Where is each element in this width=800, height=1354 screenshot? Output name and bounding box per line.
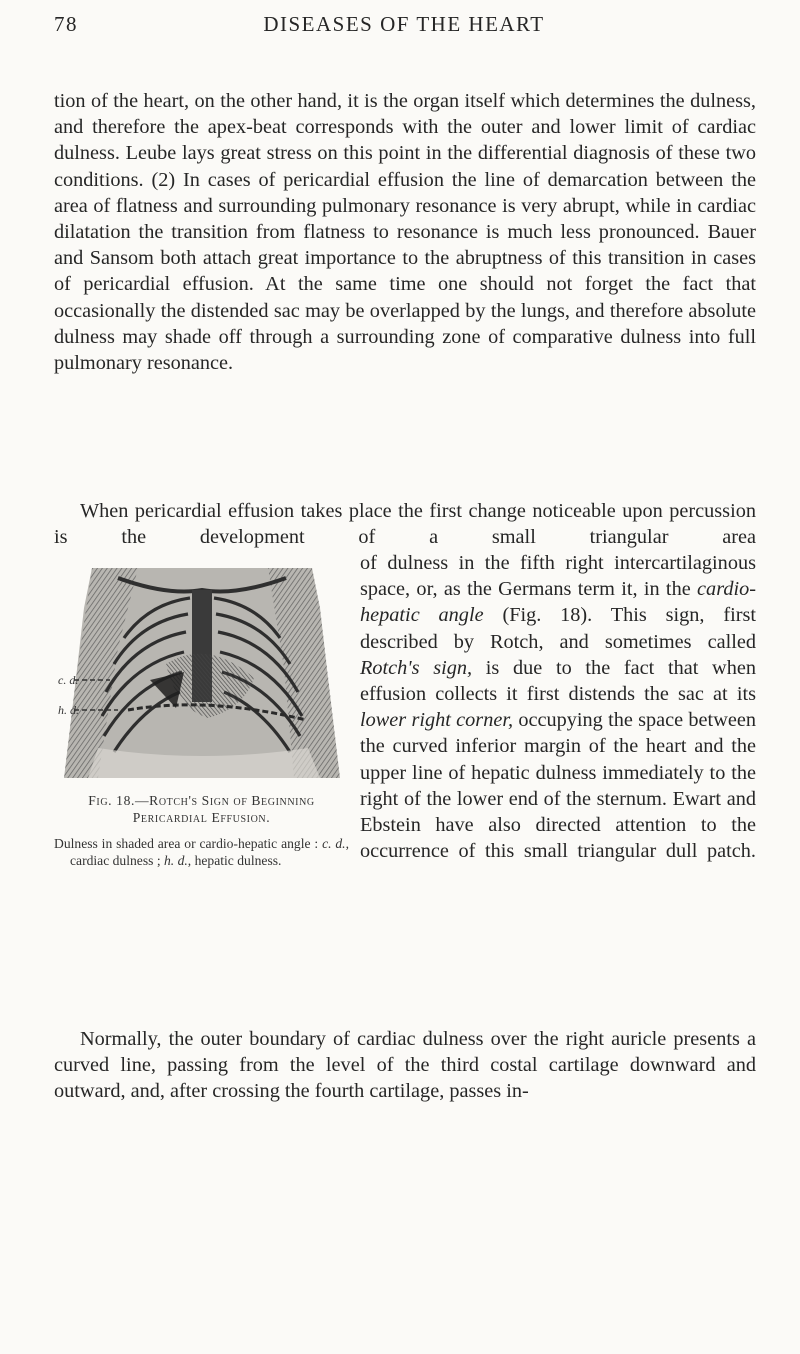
paragraph-bottom <box>54 1026 756 1105</box>
caption-desc-hd: h. d. <box>164 853 188 868</box>
figure-caption <box>54 792 349 869</box>
page-number: 78 <box>54 12 78 36</box>
right-italic-3: lower right corner, <box>360 709 514 732</box>
right-text-1: of dulness in the fifth right intercartilaginous space, or, as the Germans term it, in the <box>360 552 756 601</box>
caption-desc-b: , cardiac dulness ; <box>70 836 349 868</box>
right-text-3: is due to the fact that when effusion collects it first distends the sac at its <box>360 656 756 706</box>
figure-rotch-sign <box>58 568 346 778</box>
running-title: DISEASES OF THE HEART <box>263 12 545 36</box>
paragraph-top-text: tion of the heart, on the other hand, it is the organ itself which determines the dulness, and therefore the apex-beat corresponds with the outer and lower limit of cardiac dulness. Leube lays great stress on this point in the differential diagnosis of these two conditions. (2) In cases of pericardial effusion the line of demarcation between the area of flatness and surrounding pulmonary resonance is very abrupt, while in cardiac dilatation the transition from flatness to resonance is much less pronounced. Bauer and Sansom both attach great importance to the abruptness of this transition in cases of pericardial effusion. At the same time one should not forget the fact that occasionally the distended sac may be overlapped by the lungs, and therefore absolute dulness may shade off through a surrounding zone of comparative dulness into full pulmonary resonance. <box>54 90 756 375</box>
figure-caption-desc <box>54 835 349 869</box>
right-italic-2: Rotch's sign, <box>360 656 473 679</box>
label-hd: h. d. <box>58 703 79 717</box>
figure-engraving <box>58 568 346 778</box>
right-italic-1: cardio-hepatic angle <box>360 578 756 627</box>
paragraph-bottom-text: Normally, the outer boundary of cardiac dulness over the right auricle presents a curved line, passing from the level of the third costal cartilage downward and outward, and, after crossing the fourth cartilage, passes in- <box>54 1028 756 1103</box>
paragraph-when <box>54 498 756 550</box>
label-cd: c. d. <box>58 673 79 687</box>
running-header <box>54 12 754 46</box>
figure-caption-title: Fig. 18.—Rotch's Sign of Beginning Pericardial Effusion. <box>88 793 315 825</box>
paragraph-right-column <box>360 550 756 864</box>
caption-desc-a: Dulness in shaded area or cardio-hepatic angle : <box>54 836 319 851</box>
paragraph-when-text: When pericardial effusion takes place the first change noticeable upon percussion is the development of a small triangular area <box>54 500 756 549</box>
caption-desc-c: , hepatic dulness. <box>187 853 282 868</box>
right-text-2: (Fig. 18). This sign, first described by Rotch, and sometimes called <box>360 604 756 653</box>
right-text-4: occupying the space between the curved inferior margin of the heart and the upper line of hepatic dulness immediately to the right of the lower end of the sternum. Ewart and Ebstein have also directed attention to the occurrence of this small triangular dull patch. <box>360 709 756 863</box>
paragraph-top <box>54 88 756 376</box>
caption-desc-cd: c. d. <box>322 836 346 851</box>
